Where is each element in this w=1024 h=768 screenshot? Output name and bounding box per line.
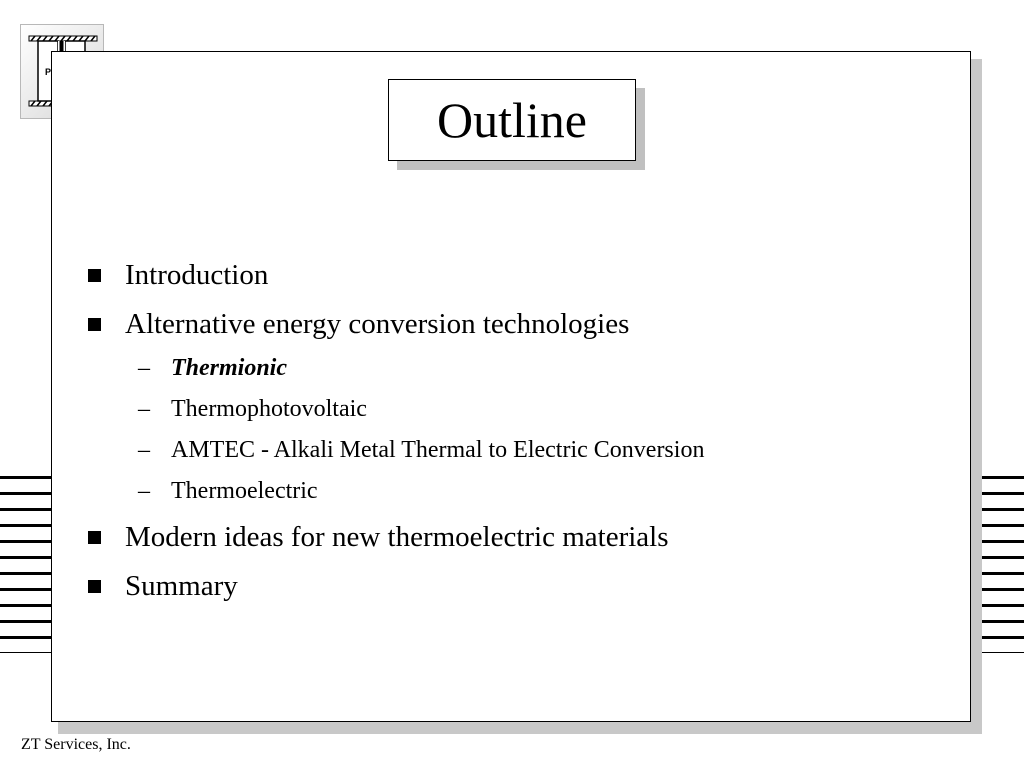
slide-title: Outline (437, 92, 587, 148)
square-bullet-icon (88, 531, 101, 544)
sub-bullet-item (138, 353, 287, 383)
square-bullet-icon (88, 318, 101, 331)
bullet-text: Modern ideas for new thermoelectric materials (125, 520, 669, 553)
dash-marker: – (138, 477, 150, 504)
bullet-item (88, 255, 268, 295)
sub-bullet-item (138, 435, 704, 465)
bullet-item (88, 304, 629, 344)
square-bullet-icon (88, 269, 101, 282)
sub-bullet-item (138, 476, 318, 506)
logo-p-label: P (44, 67, 52, 77)
dash-marker: – (138, 354, 150, 381)
bullet-item (88, 566, 238, 606)
bullet-text: Introduction (125, 258, 269, 291)
sub-bullet-text: Thermoelectric (171, 477, 318, 504)
dash-marker: – (138, 395, 150, 422)
footer-company-name: ZT Services, Inc. (21, 736, 131, 753)
bullet-text: Alternative energy conversion technologies (125, 307, 630, 340)
left-stripes-decoration (0, 476, 51, 653)
dash-marker: – (138, 436, 150, 463)
sub-bullet-text: AMTEC - Alkali Metal Thermal to Electric Conversion (171, 436, 705, 463)
sub-bullet-text: Thermophotovoltaic (171, 395, 367, 422)
bullet-text: Summary (125, 569, 238, 602)
sub-bullet-text: Thermionic (171, 354, 288, 381)
title-box (388, 79, 636, 161)
bullet-item (88, 517, 669, 557)
sub-bullet-item (138, 394, 367, 424)
square-bullet-icon (88, 580, 101, 593)
